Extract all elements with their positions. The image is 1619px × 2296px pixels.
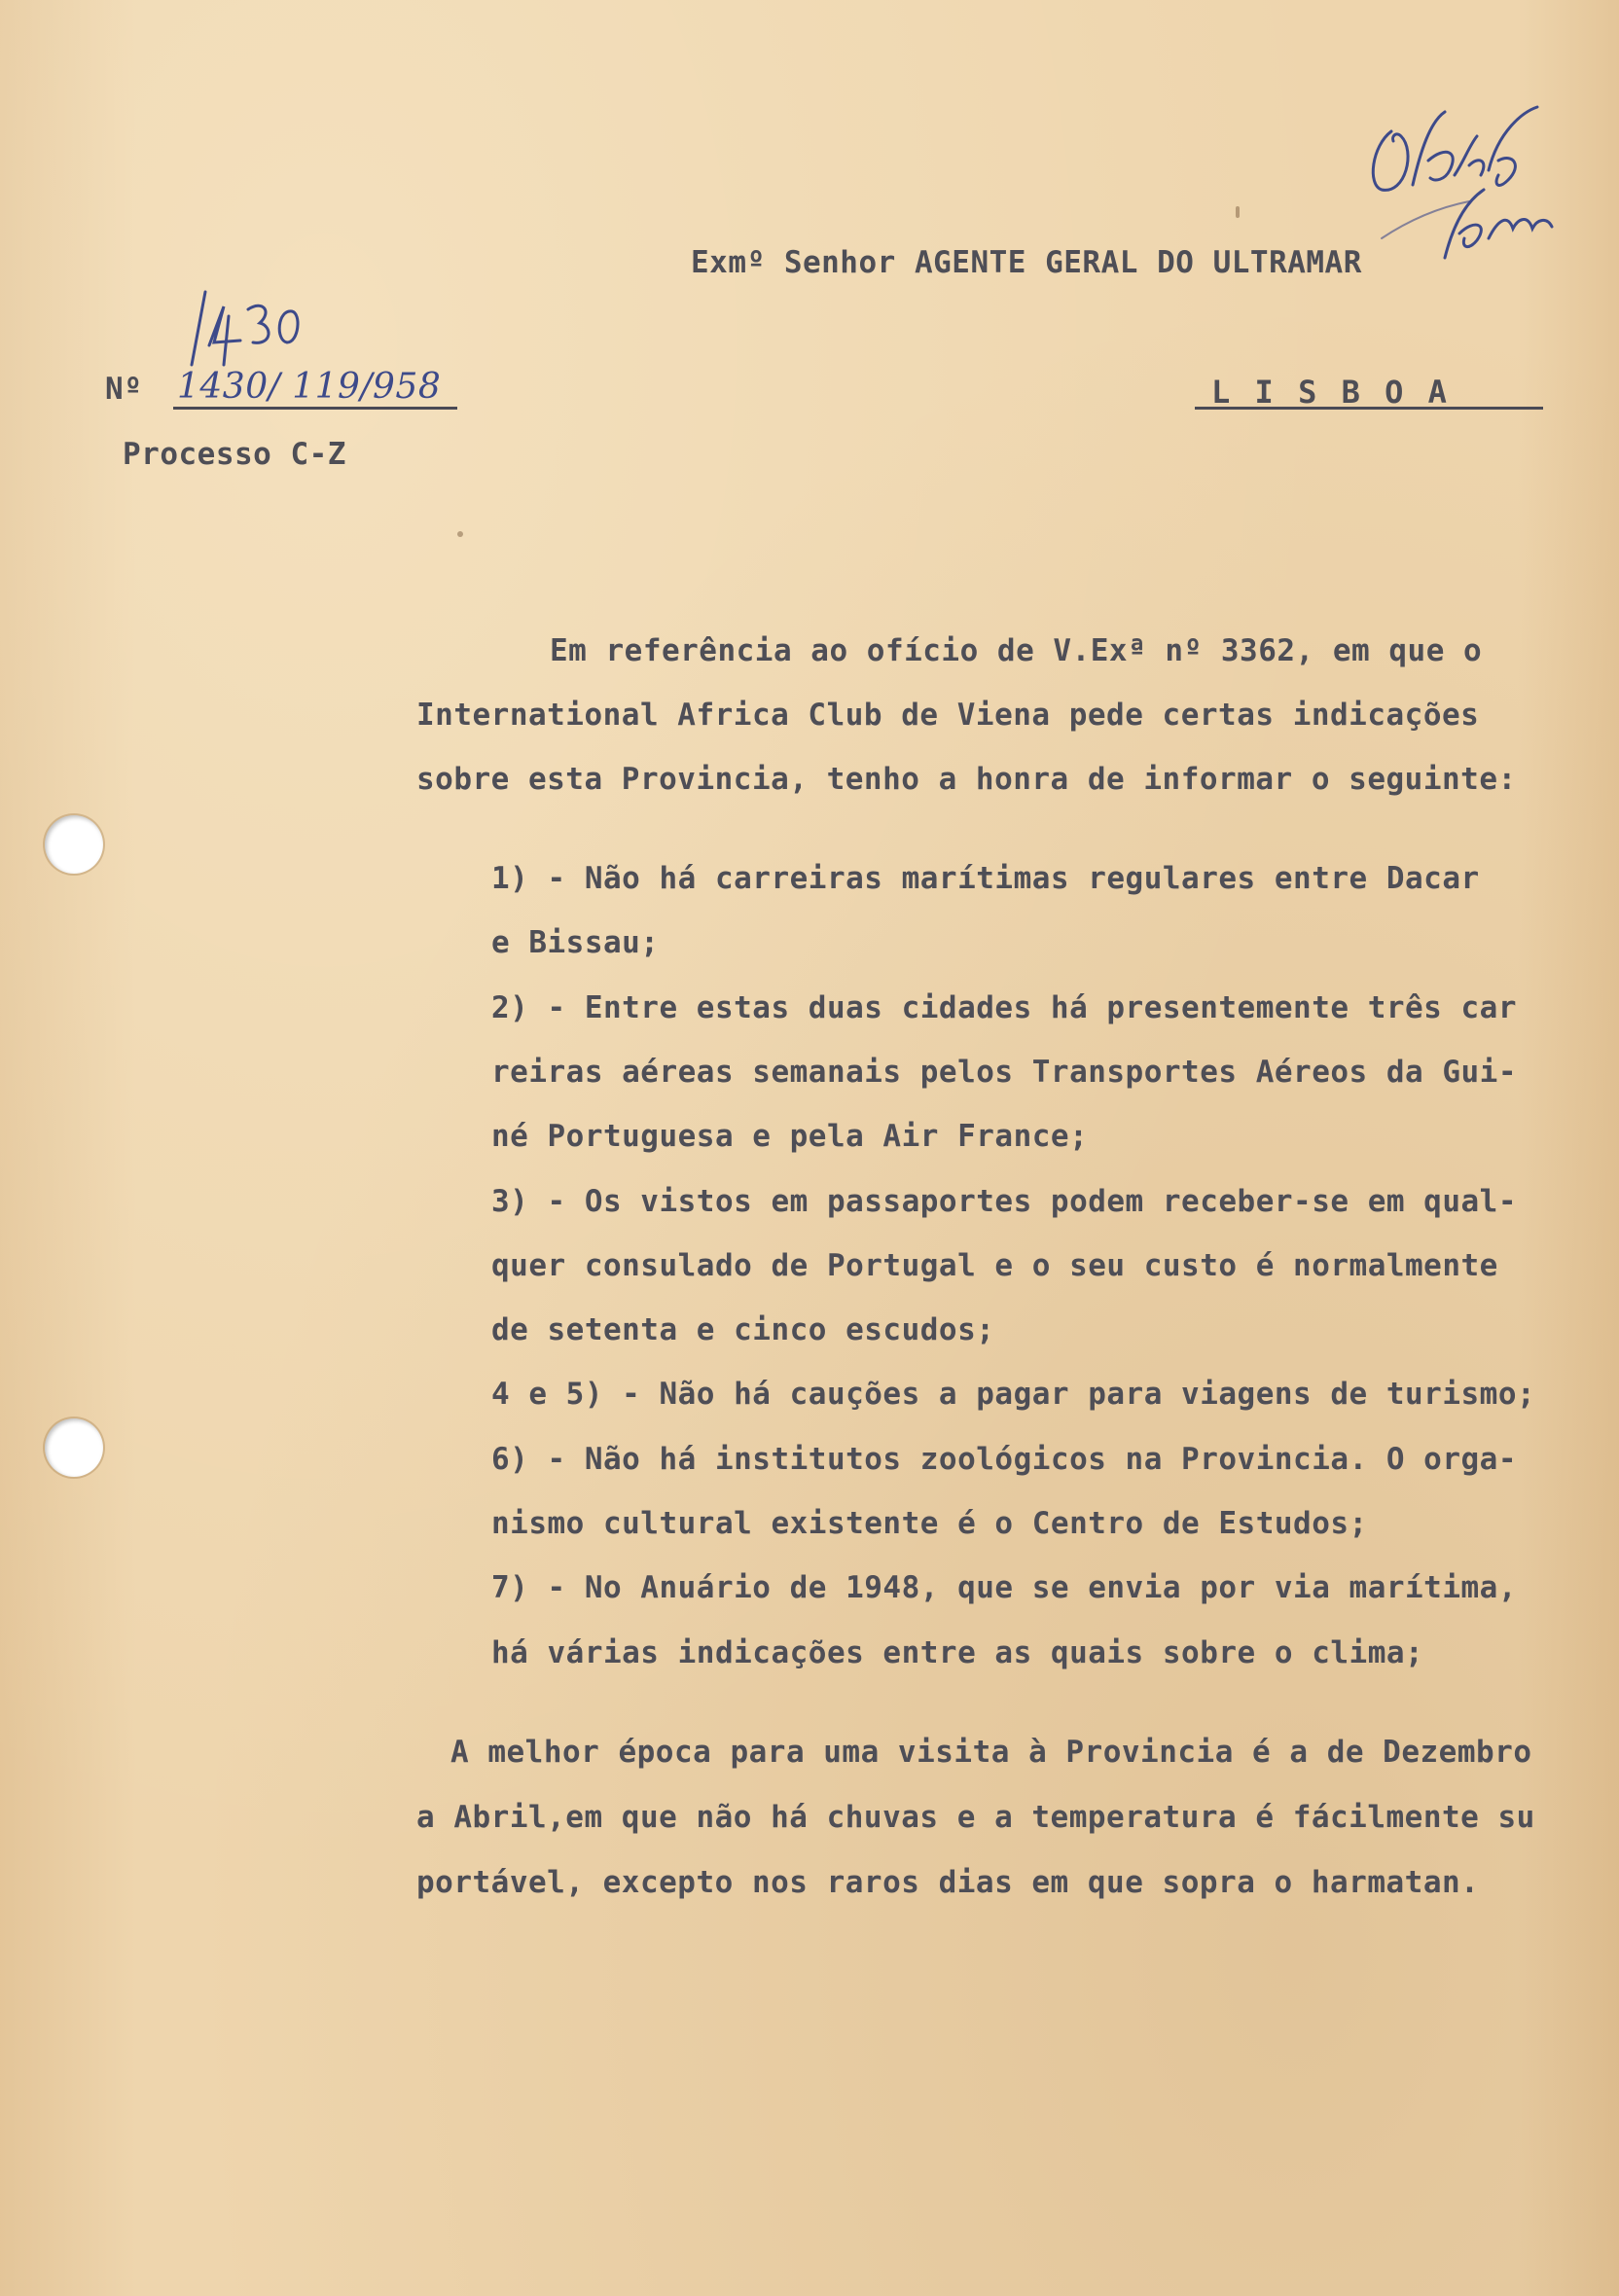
item-line: quer consulado de Portugal e o seu custo é normalmente — [491, 1248, 1498, 1283]
punch-hole-bottom — [45, 1418, 103, 1477]
intro-line: Em referência ao ofício de V.Exª nº 3362, em que o — [550, 633, 1483, 668]
closing-line: a Abril,em que não há chuvas e a temperatura é fácilmente su — [416, 1800, 1535, 1835]
number-underline — [173, 407, 457, 410]
item-line: reiras aéreas semanais pelos Transportes Aéreos da Gui- — [491, 1055, 1517, 1090]
punch-hole-top — [45, 815, 103, 874]
closing-line: A melhor época para uma visita à Provincia é a de Dezembro — [450, 1735, 1532, 1770]
intro-line: International Africa Club de Viena pede certas indicações — [416, 698, 1480, 733]
number-label: Nº — [105, 372, 143, 407]
process-reference: Processo C-Z — [123, 437, 346, 472]
addressee: Exmº Senhor AGENTE GERAL DO ULTRAMAR — [691, 245, 1362, 280]
item-line: e Bissau; — [491, 925, 660, 960]
paper-speck — [1236, 206, 1240, 218]
handwritten-number — [170, 272, 306, 379]
item-line: de setenta e cinco escudos; — [491, 1312, 995, 1347]
item-line: 2) - Entre estas duas cidades há presentemente três car — [491, 990, 1517, 1025]
item-line: 7) - No Anuário de 1948, que se envia por via marítima, — [491, 1570, 1517, 1605]
item-line: né Portuguesa e pela Air France; — [491, 1119, 1089, 1154]
item-line: 1) - Não há carreiras marítimas regulares entre Dacar — [491, 861, 1480, 896]
item-line: 6) - Não há institutos zoológicos na Provincia. O orga- — [491, 1442, 1517, 1477]
intro-line: sobre esta Provincia, tenho a honra de informar o seguinte: — [416, 762, 1517, 797]
item-line: 4 e 5) - Não há cauções a pagar para viagens de turismo; — [491, 1377, 1536, 1412]
city: L I S B O A — [1211, 374, 1450, 411]
handwritten-annotation — [1352, 92, 1586, 277]
closing-line: portável, excepto nos raros dias em que sopra o harmatan. — [416, 1865, 1480, 1900]
number-value: 1430/ 119/958 — [177, 367, 442, 407]
city-underline — [1195, 407, 1543, 410]
item-line: nismo cultural existente é o Centro de Estudos; — [491, 1506, 1368, 1541]
paper-speck — [457, 531, 463, 537]
item-line: há várias indicações entre as quais sobre o clima; — [491, 1635, 1424, 1670]
item-line: 3) - Os vistos em passaportes podem receber-se em qual- — [491, 1184, 1517, 1219]
